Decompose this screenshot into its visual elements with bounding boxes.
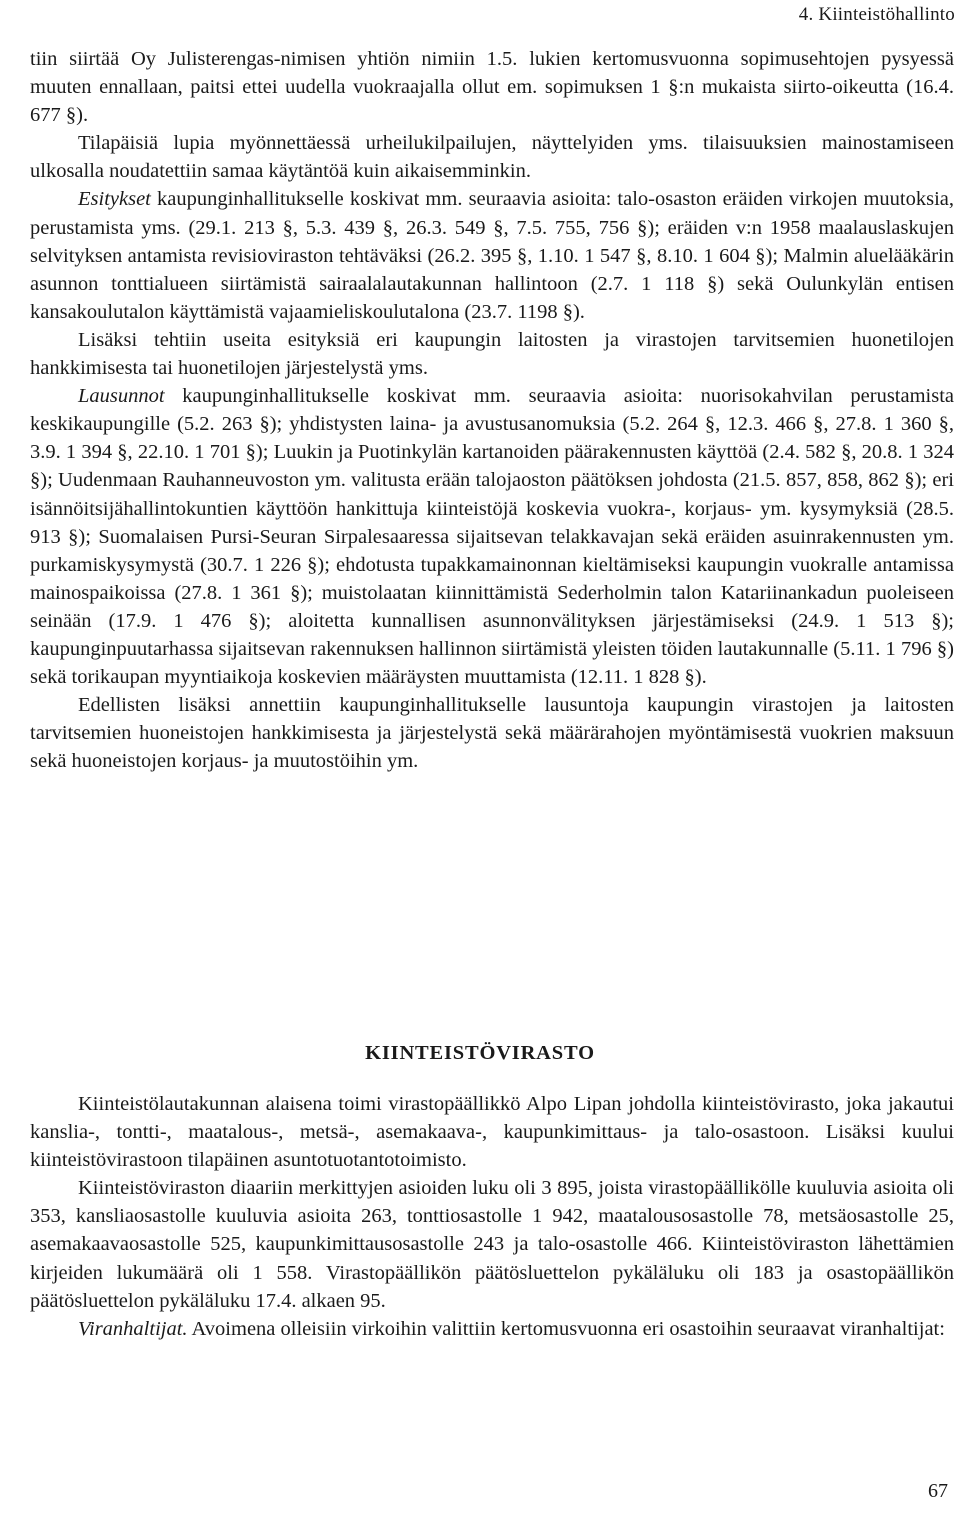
body-text-bottom [30,1090,954,1343]
running-head: 4. Kiinteistöhallinto [798,4,955,25]
proposals-text: kaupunginhallitukselle koskivat mm. seuraavia asioita: talo-osaston eräiden virkojen muutoksia, perustamista yms. (29.1. 213 §, 5.3. 439 §, 26.3. 549 §, 7.5. 755, 756 §); eräiden v:n 1958 maalauslaskujen selvityksen antamista revisioviraston tehtäväksi (26.2. 395 §, 1.10. 1 547 §, 8.10. 1 604 §); Malmin aluelääkärin asunnon tonttialueen siirtämistä sairaalalautakunnan hallintoon (2.7. 1 118 §) sekä Oulunkylän entisen kansakoulutalon käyttämistä vajaamieliskoulutalona (23.7. 1198 §). [30,188,954,323]
paragraph-diary-statistics: Kiinteistöviraston diaariin merkittyjen asioiden luku oli 3 895, joista virastopäällikölle kuuluvia asioita oli 353, kansliaosastolle kuuluvia asioita 263, tonttiosastolle 1 942, maatalousosastolle 78, metsäosastolle 25, asemakaavaosastolle 525, kaupunkimittausosastolle 243 ja talo-osastolle 466. Kiinteistöviraston lähettämien kirjeiden lukumäärä oli 1 558. Virastopäällikön päätösluettelon pykäläluku oli 183 ja osastopäällikön päätösluettelon pykäläluku 17.4. alkaen 95. [30,1177,954,1312]
paragraph-continuation: tiin siirtää Oy Julisterengas-nimisen yhtiön nimiin 1.5. lukien kertomusvuonna sopimusehtojen pysyessä muuten ennallaan, paitsi ettei uudella vuokraajalla ollut em. sopimuksen 1 §:n mukaista siirto-oikeutta (16.4. 677 §). [30,48,954,127]
paragraph-additional-proposals: Lisäksi tehtiin useita esityksiä eri kaupungin laitosten ja virastojen tarvitsemien huonetilojen hankkimisesta tai huonetilojen järjestelystä yms. [30,328,954,380]
statements-text: kaupunginhallitukselle koskivat mm. seuraavia asioita: nuorisokahvilan perustamista keskikaupungille (5.2. 263 §); yhdistysten laina- ja avustusanomuksia (5.2. 264 §, 12.3. 466 §, 27.8. 1 360 §, 3.9. 1 394 §, 22.10. 1 701 §); Luukin ja Puotinkylän kartanoiden päärakennusten käyttöä (2.4. 582 §, 20.8. 1 324 §); Uudenmaan Rauhanneuvoston ym. valitusta erään talojaoston päätöksen johdosta (21.5. 857, 858, 862 §); eri isännöitsijähallintokuntien käyttöön hankittuja kiinteistöjä koskevia vuokra-, korjaus- ym. kysymyksiä (28.5. 913 §); Suomalaisen Pursi-Seuran Sirpalesaaressa sijaitsevan telakkavajan sekä eräiden asuinrakennusten ym. purkamiskysymystä (30.7. 1 226 §); ehdotusta tupakkamainonnan kieltämiseksi kaupungin vuokralle antamissa mainospaikoissa (27.8. 1 361 §); muistolaatan kiinnittämistä Sederholmin talon Katariinankadun puoleiseen seinään (17.9. 1 476 §); aloitetta kunnallisen asunnonvälityksen järjestämiseksi (24.9. 1 513 §); kaupunginpuutarhassa sijaitsevan rakennuksen hallinnon siirtämistä yleisten töiden lautakunnalle (5.11. 1 796 §) sekä torikaupan myyntiaikoja koskevien määräysten muuttamista (12.11. 1 828 §). [30,385,954,689]
body-text-top [30,45,954,775]
paragraph-proposals [30,185,954,325]
page-number: 67 [928,1480,948,1502]
paragraph-office-structure: Kiinteistölautakunnan alaisena toimi virastopäällikkö Alpo Lipan johdolla kiinteistövirasto, joka jakautui kanslia-, tontti-, maatalous-, metsä-, asemakaava-, kaupunkimittaus- ja talo-osastoon. Lisäksi kuului kiinteistövirastoon tilapäinen asuntotuotantotoimisto. [30,1093,954,1172]
officials-text: Avoimena olleisiin virkoihin valittiin kertomusvuonna eri osastoihin seuraavat viranhaltijat: [187,1317,945,1340]
section-heading: KIINTEISTÖVIRASTO [365,1042,595,1064]
lead-word-proposals: Esitykset [78,188,151,211]
paragraph-officials [30,1315,954,1343]
paragraph-statements [30,382,954,691]
lead-word-statements: Lausunnot [78,385,165,408]
paragraph-temporary-permits: Tilapäisiä lupia myönnettäessä urheilukilpailujen, näyttelyiden yms. tilaisuuksien mainostamiseen ulkosalla noudatettiin samaa käytäntöä kuin aikaisemminkin. [30,132,954,183]
paragraph-further-statements: Edellisten lisäksi annettiin kaupunginhallitukselle lausuntoja kaupungin virastojen ja laitosten tarvitsemien huoneistojen hankkimisesta ja järjestelystä sekä määrärahojen myöntämisestä vuokrien maksuun sekä huoneistojen korjaus- ja muutostöihin ym. [30,694,954,773]
lead-word-officials: Viranhaltijat. [78,1317,188,1340]
